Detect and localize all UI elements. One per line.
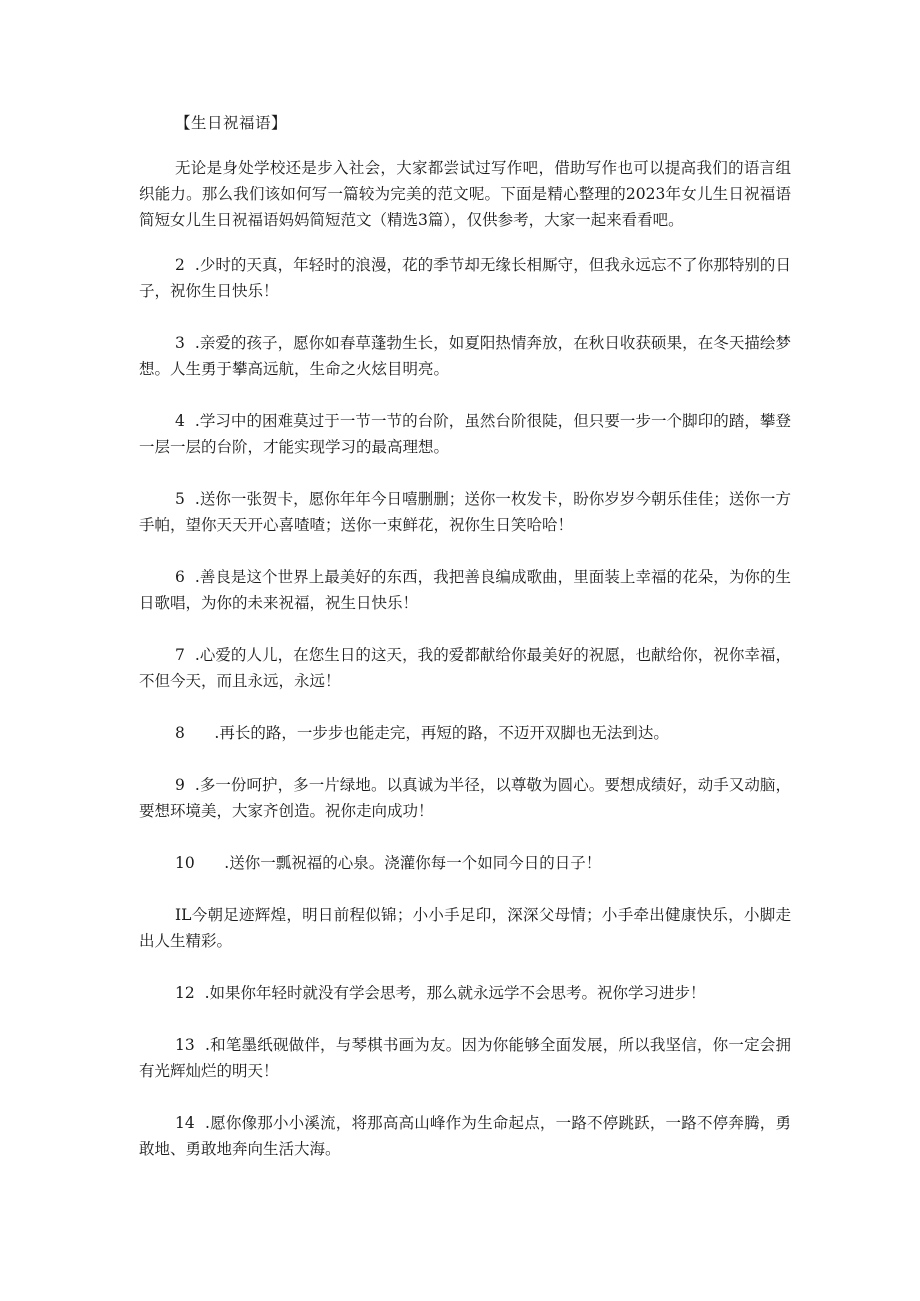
list-item: 8 .再长的路，一步步也能走完，再短的路，不迈开双脚也无法到达。 bbox=[175, 724, 669, 742]
document-body bbox=[139, 110, 791, 1188]
list-item: 7 .心爱的人儿，在您生日的这天，我的爱都献给你最美好的祝愿，也献给你，祝你幸福，不但今天，而且永远，永远！ bbox=[139, 646, 791, 690]
list-item: IL今朝足迹辉煌，明日前程似锦；小小手足印，深深父母情；小手牵出健康快乐，小脚走出人生精彩。 bbox=[139, 906, 791, 950]
list-item: 4 .学习中的困难莫过于一节一节的台阶，虽然台阶很陡，但只要一步一个脚印的踏，攀登一层一层的台阶，才能实现学习的最高理想。 bbox=[139, 412, 791, 456]
list-item: 2 .少时的天真，年轻时的浪漫，花的季节却无缘长相厮守，但我永远忘不了你那特别的日子，祝你生日快乐！ bbox=[139, 256, 791, 300]
intro-paragraph: 无论是身处学校还是步入社会，大家都尝试过写作吧，借助写作也可以提高我们的语言组织能力。那么我们该如何写一篇较为完美的范文呢。下面是精心整理的2023年女儿生日祝福语简短女儿生日祝福语妈妈简短范文（精选3篇），仅供参考，大家一起来看看吧。 bbox=[139, 159, 791, 229]
list-item: 5 .送你一张贺卡，愿你年年今日嘻删删；送你一枚发卡，盼你岁岁今朝乐佳佳；送你一方手帕，望你天天开心喜喳喳；送你一束鲜花，祝你生日笑哈哈！ bbox=[139, 490, 791, 534]
document-heading: 【生日祝福语】 bbox=[175, 114, 288, 132]
list-item: 6 .善良是这个世界上最美好的东西，我把善良编成歌曲，里面装上幸福的花朵，为你的生日歌唱，为你的未来祝福，祝生日快乐！ bbox=[139, 568, 791, 612]
list-item: 14 .愿你像那小小溪流，将那高高山峰作为生命起点，一路不停跳跃，一路不停奔腾，勇敢地、勇敢地奔向生活大海。 bbox=[139, 1114, 791, 1158]
list-item: 3 .亲爱的孩子，愿你如春草蓬勃生长，如夏阳热情奔放，在秋日收获硕果，在冬天描绘梦想。人生勇于攀高远航，生命之火炫目明亮。 bbox=[139, 334, 791, 378]
list-item: 12 .如果你年轻时就没有学会思考，那么就永远学不会思考。祝你学习进步！ bbox=[175, 984, 706, 1002]
list-item: 13 .和笔墨纸砚做伴，与琴棋书画为友。因为你能够全面发展，所以我坚信，你一定会拥有光辉灿烂的明天！ bbox=[139, 1036, 791, 1080]
list-item: 9 .多一份呵护，多一片绿地。以真诚为半径，以尊敬为圆心。要想成绩好，动手又动脑，要想环境美，大家齐创造。祝你走向成功！ bbox=[139, 776, 791, 820]
list-item: 10 .送你一瓢祝福的心泉。浇灌你每一个如同今日的日子！ bbox=[175, 854, 602, 872]
